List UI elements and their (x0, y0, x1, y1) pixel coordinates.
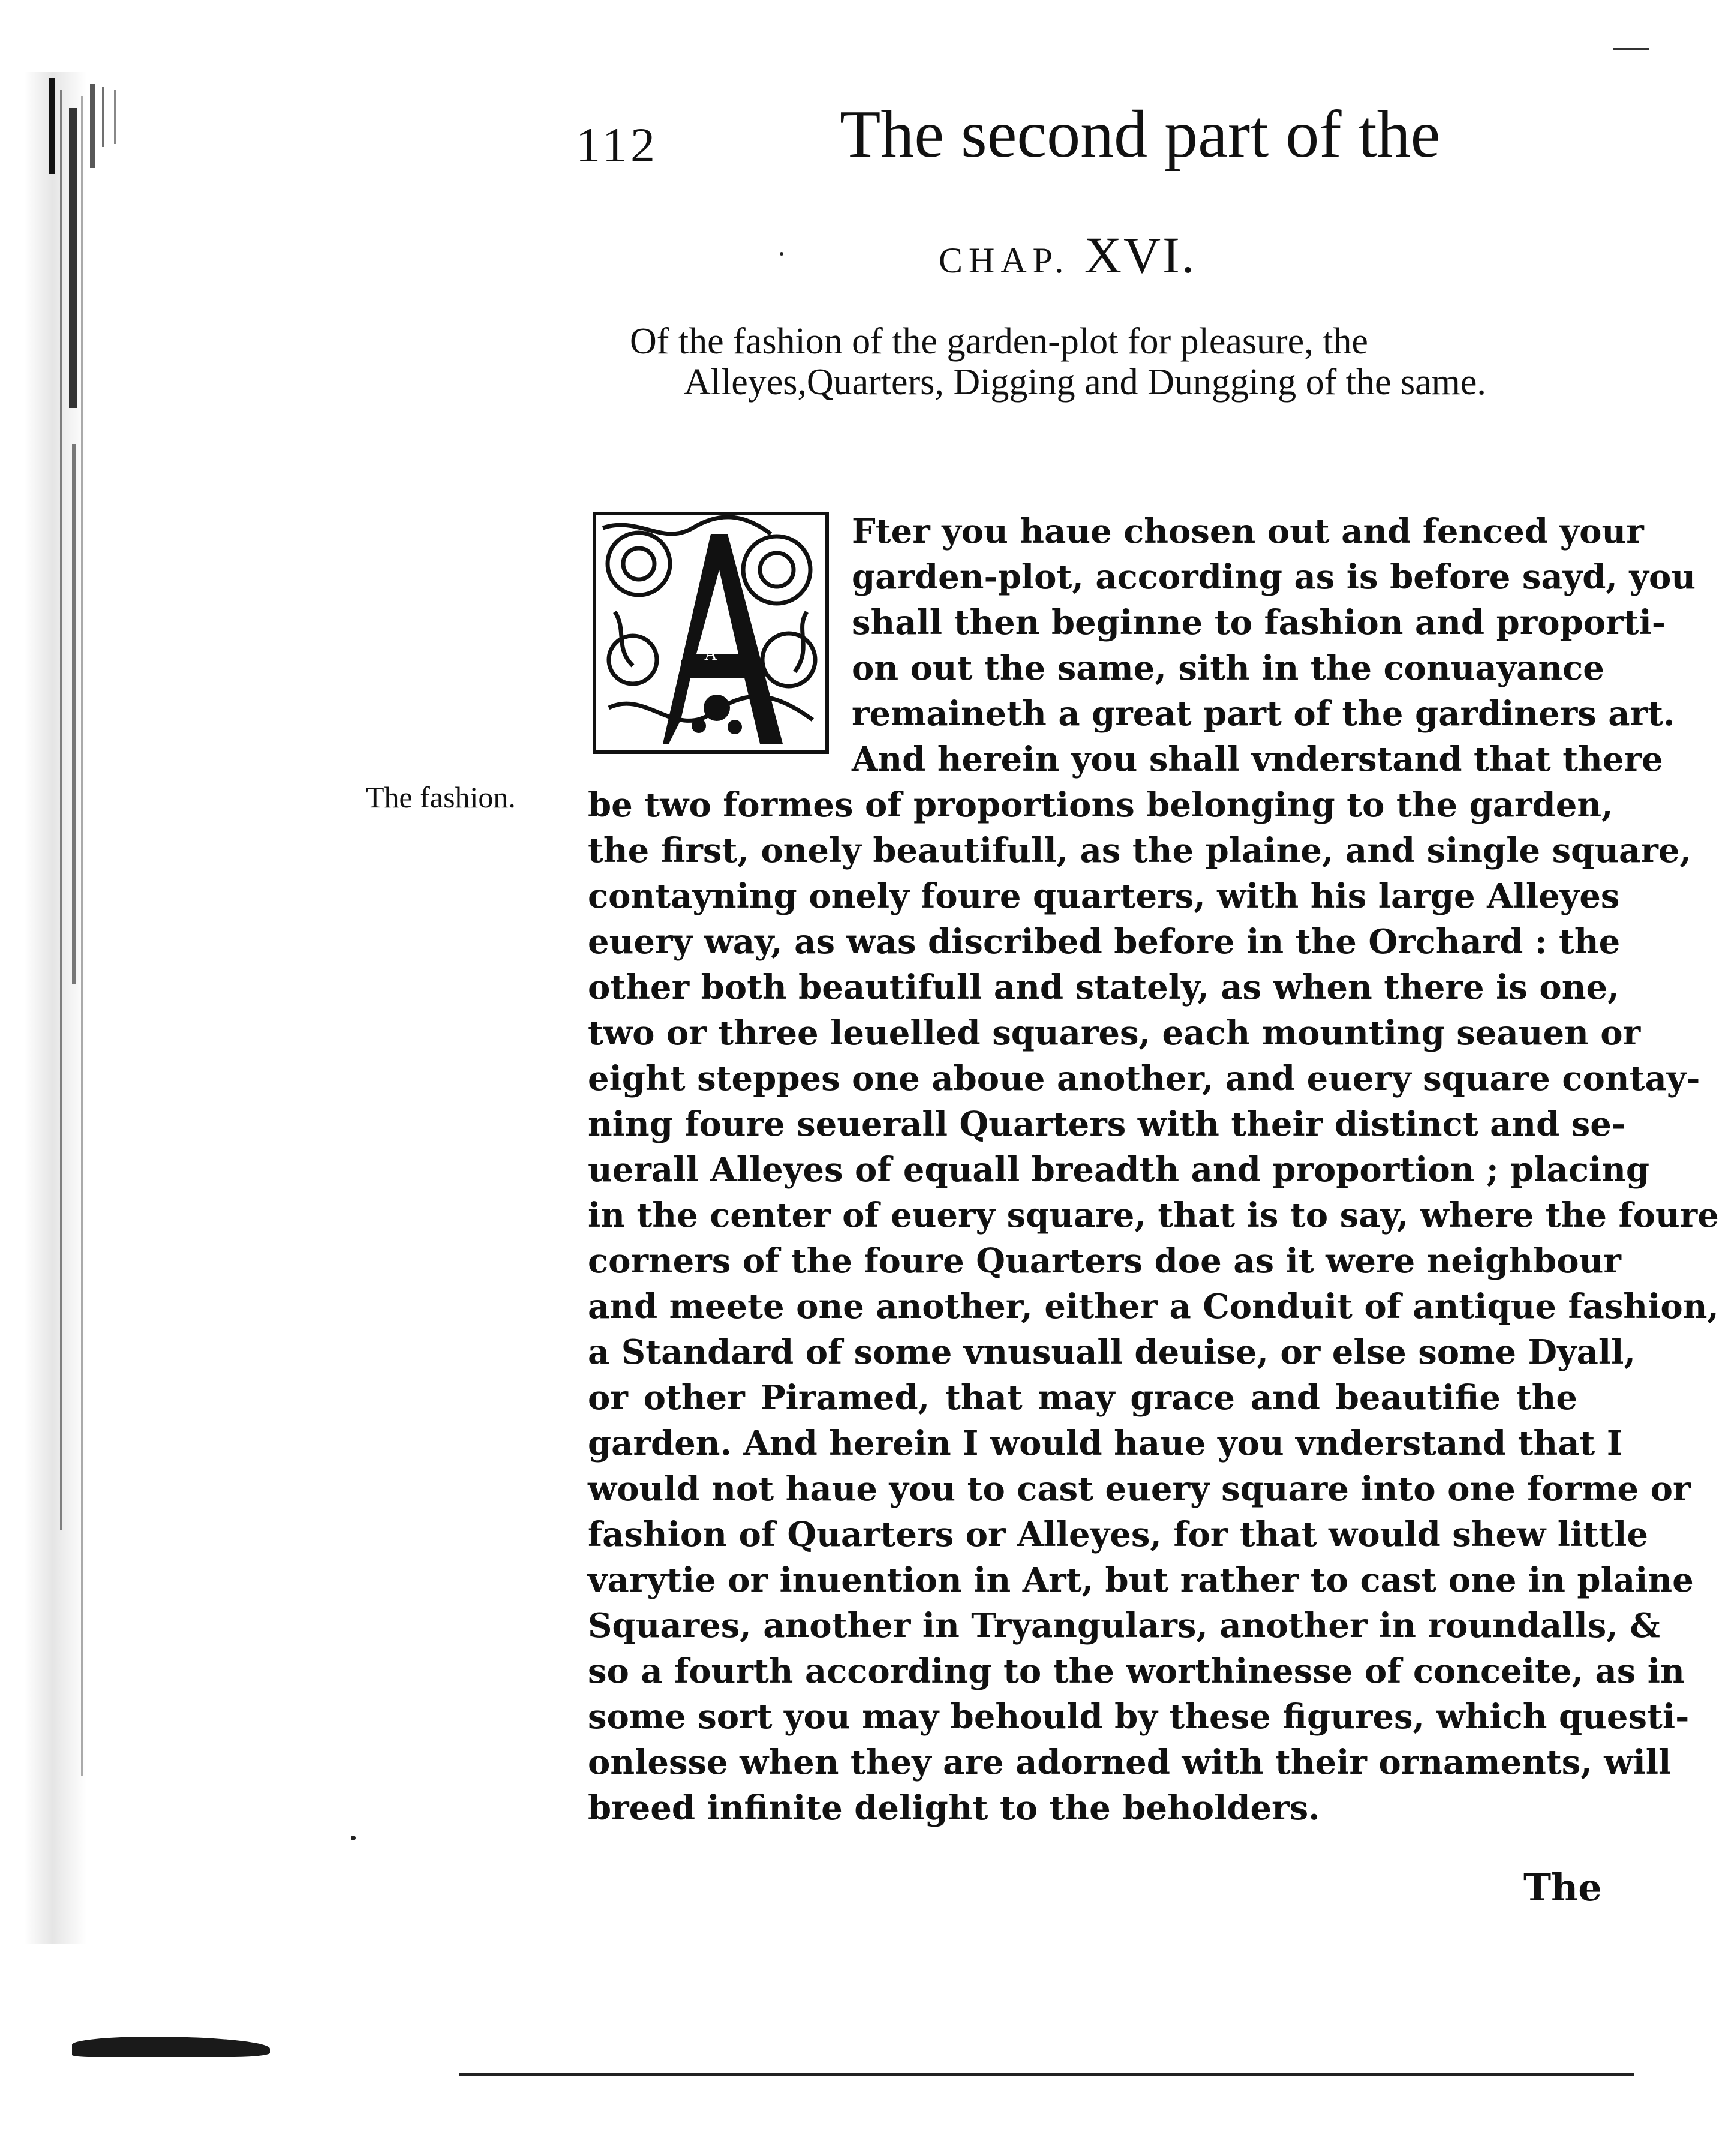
body-line: ning foure seuerall Quarters with their distinct and se- (588, 1104, 1626, 1144)
body-line: And herein you shall vnderstand that there (852, 740, 1663, 779)
body-line: other both beautifull and stately, as when there is one, (588, 968, 1619, 1007)
scan-mark (1613, 48, 1649, 50)
body-line: in the center of euery square, that is to say, where the foure (588, 1196, 1719, 1235)
body-line: on out the same, sith in the conuayance (852, 648, 1604, 688)
body-line: and meete one another, either a Conduit of antique fashion, (588, 1287, 1719, 1326)
body-line: corners of the foure Quarters doe as it were neighbour (588, 1241, 1621, 1281)
chapter-heading: Of the fashion of the garden-plot for pleasure, the Alleyes,Quarters, Digging and Dungging of the same. (630, 321, 1486, 403)
body-line: garden-plot, according as is before sayd, you (852, 557, 1696, 597)
body-line: onlesse when they are adorned with their ornaments, will (588, 1743, 1672, 1782)
chapter-number: XVI. (1084, 226, 1197, 284)
body-line: some sort you may behould by these figures, which questi- (588, 1697, 1690, 1737)
body-line: or other Piramed, that may grace and beautifie the (588, 1378, 1577, 1418)
body-line: varytie or inuention in Art, but rather to cast one in plaine (588, 1560, 1694, 1600)
body-line: contayning onely foure quarters, with his large Alleyes (588, 876, 1620, 916)
body-text (588, 509, 1719, 1831)
body-line: garden. And herein I would haue you vnderstand that I (588, 1424, 1623, 1463)
running-title: The second part of the (840, 97, 1441, 172)
binding-shadow (24, 72, 138, 1944)
body-line: a Standard of some vnusuall deuise, or else some Dyall, (588, 1332, 1636, 1372)
catchword: The (1523, 1866, 1602, 1909)
chapter-title (939, 225, 1196, 285)
body-line: remaineth a great part of the gardiners art. (852, 694, 1675, 734)
body-line: two or three leuelled squares, each mounting seauen or (588, 1013, 1641, 1053)
body-line: uerall Alleyes of equall breadth and proportion ; placing (588, 1150, 1650, 1190)
body-line: be two formes of proportions belonging to the garden, (588, 785, 1613, 825)
body-line: breed infinite delight to the beholders. (588, 1788, 1320, 1828)
margin-note: The fashion. (366, 780, 516, 814)
body-line: Fter you haue chosen out and fenced your (852, 512, 1644, 551)
ink-smudge (72, 2037, 270, 2057)
body-line: fashion of Quarters or Alleyes, for that would shew little (588, 1515, 1648, 1554)
body-line: would not haue you to cast euery square into one forme or (588, 1469, 1691, 1509)
body-line: shall then beginne to fashion and proporti- (852, 603, 1666, 642)
body-line: euery way, as was discribed before in the Orchard : the (588, 922, 1621, 962)
initial-letter: A (704, 644, 717, 664)
body-line: the first, onely beautifull, as the plaine, and single square, (588, 831, 1691, 870)
body-line: Squares, another in Tryangulars, another in roundalls, & (588, 1606, 1660, 1645)
body-line: eight steppes one aboue another, and euery square contay- (588, 1059, 1700, 1098)
chapter-prefix: CHAP. (939, 241, 1070, 280)
speck (351, 1836, 356, 1840)
bottom-rule (459, 2073, 1634, 2076)
body-line: so a fourth according to the worthinesse of conceite, as in (588, 1651, 1685, 1691)
speck (780, 252, 783, 256)
page-number: 112 (576, 118, 659, 172)
